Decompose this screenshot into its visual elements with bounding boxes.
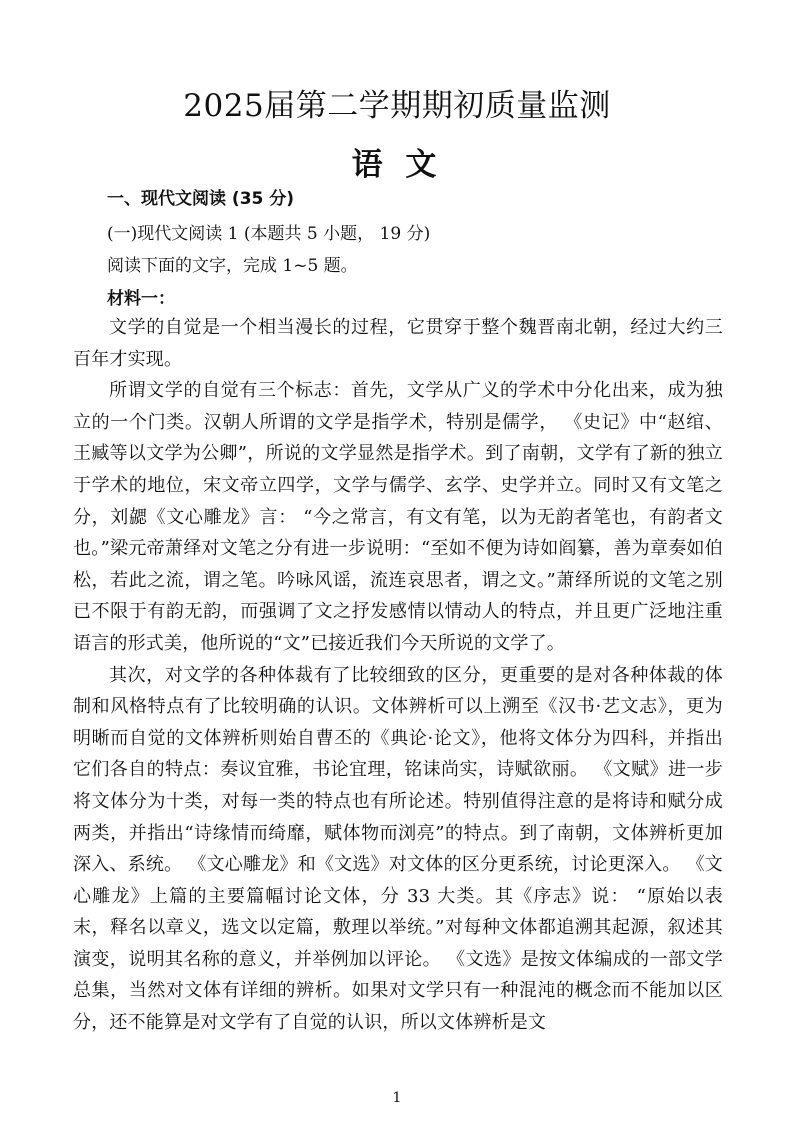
paragraph-1: 文学的自觉是一个相当漫长的过程，它贯穿于整个魏晋南北朝，经过大约三百年才实现。	[73, 317, 723, 370]
section-subheading: (一)现代文阅读 1 (本题共 5 小题， 19 分)	[107, 224, 431, 244]
reading-instruction: 阅读下面的文字，完成 1~5 题。	[107, 256, 358, 276]
article-body	[73, 312, 723, 1039]
paragraph-2: 所谓文学的自觉有三个标志：首先，文学从广义的学术中分化出来，成为独立的一个门类。汉朝人所谓的文学是指学术，特别是儒学， 《史记》中“赵绾、王臧等以文学为公卿”，所说的文学显然是指学术。到了南朝，文学有了新的独立于学术的地位，宋文帝立四学，文学与儒学、玄学、史学并立。同时又有文笔之分，刘勰《文心雕龙》言： “今之常言，有文有笔，以为无韵者笔也，有韵者文也。”梁元帝萧绎对文笔之分有进一步说明：“至如不便为诗如阎纂，善为章奏如伯松，若此之流，谓之笔。吟咏风谣，流连哀思者，谓之文。”萧绎所说的文笔之别已不限于有韵无韵，而强调了文之抒发感情以情动人的特点，并且更广泛地注重语言的形式美，他所说的“文”已接近我们今天所说的文学了。	[73, 380, 723, 654]
exam-title: 2025届第二学期期初质量监测	[183, 88, 611, 124]
material-label: 材料一：	[107, 289, 175, 309]
subject-title: 语 文	[351, 147, 443, 183]
section-heading: 一、现代文阅读 (35 分)	[107, 189, 295, 209]
paragraph-3: 其次，对文学的各种体裁有了比较细致的区分，更重要的是对各种体裁的体制和风格特点有了比较明确的认识。文体辨析可以上溯至《汉书·艺文志》，更为明晰而自觉的文体辨析则始自曹丕的《典论·论文》，他将文体分为四科，并指出它们各自的特点：奏议宜雅，书论宜理，铭诔尚实，诗赋欲丽。 《文赋》进一步将文体分为十类，对每一类的特点也有所论述。特别值得注意的是将诗和赋分成两类，并指出“诗缘情而绮靡，赋体物而浏亮”的特点。到了南朝，文体辨析更加深入、系统。 《文心雕龙》和《文选》对文体的区分更系统，讨论更深入。 《文心雕龙》上篇的主要篇幅讨论文体，分 33 大类。其《序志》说： “原始以表末，释名以章义，选文以定篇，敷理以举统。”对每种文体都追溯其起源，叙述其演变，说明其名称的意义，并举例加以评论。 《文选》是按文体编成的一部文学总集，当然对文体有详细的辨析。如果对文学只有一种混沌的概念而不能加以区分，还不能算是对文学有了自觉的认识，所以文体辨析是文	[73, 664, 723, 1034]
page-number: 1	[392, 1090, 402, 1106]
